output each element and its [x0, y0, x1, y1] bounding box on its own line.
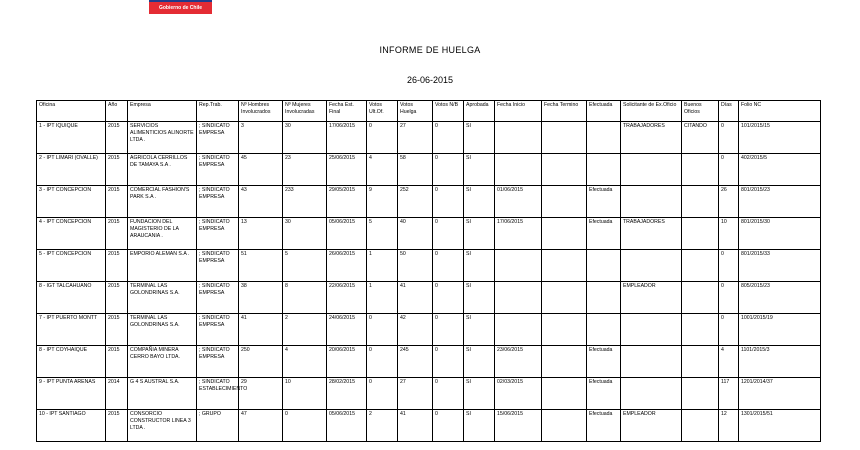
- table-row: [37, 282, 821, 314]
- table-cell: 805/2015/23: [739, 282, 821, 314]
- table-cell: [495, 154, 542, 186]
- table-cell: TERMINAL LAS GOLONDRINAS S.A.: [128, 282, 197, 314]
- table-cell: [542, 218, 587, 250]
- table-cell: 5 - IPT CONCEPCION: [37, 250, 106, 282]
- table-cell: SI: [464, 282, 495, 314]
- table-cell: 26: [719, 186, 739, 218]
- table-cell: 4 - IPT CONCEPCION: [37, 218, 106, 250]
- table-cell: ; SINDICATO EMPRESA: [197, 250, 239, 282]
- table-cell: 15/06/2015: [495, 410, 542, 442]
- table-cell: 3 - IPT CONCEPCION: [37, 186, 106, 218]
- table-cell: 2015: [106, 218, 128, 250]
- table-cell: 8: [283, 282, 327, 314]
- table-cell: ; SINDICATO ESTABLECIMIENTO: [197, 378, 239, 410]
- table-cell: [542, 346, 587, 378]
- table-cell: 4: [283, 346, 327, 378]
- table-cell: 1: [367, 250, 398, 282]
- table-cell: CONSORCIO CONSTRUCTOR LINEA 3 LTDA .: [128, 410, 197, 442]
- table-cell: 27: [398, 378, 433, 410]
- table-cell: 0: [433, 346, 464, 378]
- table-cell: 2: [367, 410, 398, 442]
- table-cell: 42: [398, 314, 433, 346]
- table-cell: 2015: [106, 250, 128, 282]
- report-date: 26-06-2015: [406, 75, 454, 85]
- table-cell: 58: [398, 154, 433, 186]
- table-cell: 2015: [106, 186, 128, 218]
- table-cell: 26/06/2015: [327, 250, 367, 282]
- column-header: Solicitante de Ex.Oficio: [621, 101, 682, 122]
- table-cell: [542, 122, 587, 154]
- table-cell: 8 - IGT TALCAHUANO: [37, 282, 106, 314]
- table-cell: ; SINDICATO EMPRESA: [197, 282, 239, 314]
- table-cell: SI: [464, 410, 495, 442]
- table-cell: [542, 154, 587, 186]
- table-cell: 0: [367, 346, 398, 378]
- table-cell: [495, 122, 542, 154]
- table-cell: [682, 378, 719, 410]
- column-header: Votos N/B: [433, 101, 464, 122]
- table-cell: 250: [239, 346, 283, 378]
- table-cell: 7 - IPT PUERTO MONTT: [37, 314, 106, 346]
- table-cell: 41: [398, 410, 433, 442]
- column-header: Fecha Inicio: [495, 101, 542, 122]
- table-cell: COMERCIAL FASHION'S PARK S.A .: [128, 186, 197, 218]
- table-cell: 9: [367, 186, 398, 218]
- table-cell: 29: [239, 378, 283, 410]
- table-cell: [682, 154, 719, 186]
- column-header: Fecha Est. Final: [327, 101, 367, 122]
- table-cell: ; SINDICATO EMPRESA: [197, 122, 239, 154]
- table-cell: [542, 186, 587, 218]
- table-cell: 0: [433, 378, 464, 410]
- table-cell: [542, 282, 587, 314]
- table-cell: 0: [433, 122, 464, 154]
- table-cell: SERVICIOS ALIMENTICIOS ALINORTE LTDA .: [128, 122, 197, 154]
- table-cell: 0: [367, 122, 398, 154]
- table-cell: 02/03/2015: [495, 378, 542, 410]
- table-cell: [682, 218, 719, 250]
- table-cell: 101/2015/15: [739, 122, 821, 154]
- table-cell: 0: [367, 314, 398, 346]
- table-cell: 0: [433, 314, 464, 346]
- table-cell: 0: [719, 122, 739, 154]
- table-cell: SI: [464, 250, 495, 282]
- logo-text: Gobierno de Chile: [158, 5, 203, 11]
- gobierno-logo: [149, 0, 212, 14]
- table-cell: SI: [464, 314, 495, 346]
- table-cell: 43: [239, 186, 283, 218]
- table-cell: Efectuada: [587, 378, 621, 410]
- table-cell: [621, 314, 682, 346]
- table-cell: 2015: [106, 154, 128, 186]
- column-header: Nº Mujeres Involucradas: [283, 101, 327, 122]
- table-cell: G 4 S AUSTRAL S.A.: [128, 378, 197, 410]
- table-cell: ; SINDICATO EMPRESA: [197, 218, 239, 250]
- table-cell: EMPLEADOR: [621, 282, 682, 314]
- table-cell: 0: [433, 410, 464, 442]
- table-row: [37, 250, 821, 282]
- column-header: Empresa: [128, 101, 197, 122]
- table-cell: AGRICOLA CERRILLOS DE TAMAYA S.A .: [128, 154, 197, 186]
- table-cell: [587, 250, 621, 282]
- table-cell: [542, 410, 587, 442]
- table-cell: ; SINDICATO EMPRESA: [197, 154, 239, 186]
- table-cell: ; GRUPO: [197, 410, 239, 442]
- table-cell: 0: [433, 282, 464, 314]
- table-cell: [621, 346, 682, 378]
- table-cell: 41: [398, 282, 433, 314]
- table-cell: 45: [239, 154, 283, 186]
- table-cell: 22/06/2015: [327, 282, 367, 314]
- table-row: [37, 218, 821, 250]
- table-cell: 0: [367, 378, 398, 410]
- column-header: Rep.Trab.: [197, 101, 239, 122]
- table-cell: 402/2015/5: [739, 154, 821, 186]
- table-cell: 0: [719, 314, 739, 346]
- table-cell: 245: [398, 346, 433, 378]
- table-cell: 233: [283, 186, 327, 218]
- table-cell: [542, 378, 587, 410]
- table-cell: 1: [367, 282, 398, 314]
- table-cell: 1101/2015/3: [739, 346, 821, 378]
- table-cell: 0: [719, 154, 739, 186]
- table-cell: 05/06/2015: [327, 218, 367, 250]
- table-cell: ; SINDICATO EMPRESA: [197, 314, 239, 346]
- table-row: [37, 122, 821, 154]
- strike-report-table: [36, 100, 821, 442]
- table-cell: [682, 250, 719, 282]
- table-cell: 8 - IPT COYHAIQUE: [37, 346, 106, 378]
- table-cell: [542, 250, 587, 282]
- table-cell: 2015: [106, 346, 128, 378]
- table-cell: Efectuada: [587, 186, 621, 218]
- table-cell: 801/2015/33: [739, 250, 821, 282]
- table-cell: [495, 250, 542, 282]
- table-cell: 01/06/2015: [495, 186, 542, 218]
- table-cell: 13: [239, 218, 283, 250]
- table-cell: 2015: [106, 314, 128, 346]
- table-cell: ; SINDICATO EMPRESA: [197, 346, 239, 378]
- table-cell: 0: [283, 410, 327, 442]
- table-cell: [682, 282, 719, 314]
- table-cell: 2015: [106, 282, 128, 314]
- table-cell: 10: [719, 218, 739, 250]
- column-header: Días: [719, 101, 739, 122]
- table-cell: Efectuada: [587, 346, 621, 378]
- table-cell: TRABAJADORES: [621, 218, 682, 250]
- table-row: [37, 378, 821, 410]
- table-cell: 2014: [106, 378, 128, 410]
- column-header: Aprobada: [464, 101, 495, 122]
- table-cell: SI: [464, 218, 495, 250]
- table-cell: 2: [283, 314, 327, 346]
- table-cell: 0: [433, 218, 464, 250]
- table-cell: SI: [464, 186, 495, 218]
- table-cell: 1201/2014/37: [739, 378, 821, 410]
- table-cell: [682, 346, 719, 378]
- table-cell: 17/06/2015: [495, 218, 542, 250]
- table-cell: 25/06/2015: [327, 154, 367, 186]
- table-cell: [621, 378, 682, 410]
- table-cell: 50: [398, 250, 433, 282]
- table-row: [37, 154, 821, 186]
- table-cell: [587, 314, 621, 346]
- column-header: Buenos Oficios: [682, 101, 719, 122]
- column-header: Año: [106, 101, 128, 122]
- table-cell: 0: [719, 282, 739, 314]
- table-cell: 29/05/2015: [327, 186, 367, 218]
- table-cell: 28/02/2015: [327, 378, 367, 410]
- table-row: [37, 186, 821, 218]
- table-cell: SI: [464, 154, 495, 186]
- table-cell: [621, 250, 682, 282]
- table-cell: 0: [433, 250, 464, 282]
- table-cell: 24/06/2015: [327, 314, 367, 346]
- table-cell: 2015: [106, 122, 128, 154]
- table-cell: 9 - IPT PUNTA ARENAS: [37, 378, 106, 410]
- column-header: Fecha Termino: [542, 101, 587, 122]
- table-cell: 0: [433, 154, 464, 186]
- table-cell: 47: [239, 410, 283, 442]
- table-cell: ; SINDICATO EMPRESA: [197, 186, 239, 218]
- column-header: Votos Huelga: [398, 101, 433, 122]
- column-header: Folio NC: [739, 101, 821, 122]
- table-cell: COMPAÑIA MINERA CERRO BAYO LTDA.: [128, 346, 197, 378]
- table-cell: 117: [719, 378, 739, 410]
- table-cell: EMPLEADOR: [621, 410, 682, 442]
- table-cell: 05/06/2015: [327, 410, 367, 442]
- table-cell: 27: [398, 122, 433, 154]
- table-cell: FUNDACION DEL MAGISTERIO DE LA ARAUCANIA .: [128, 218, 197, 250]
- table-cell: [587, 154, 621, 186]
- table-cell: 4: [719, 346, 739, 378]
- table-cell: 1301/2015/51: [739, 410, 821, 442]
- table-row: [37, 410, 821, 442]
- table-cell: 17/06/2015: [327, 122, 367, 154]
- table-cell: CITANDO: [682, 122, 719, 154]
- table-cell: [542, 314, 587, 346]
- report-title: INFORME DE HUELGA: [379, 45, 481, 55]
- table-cell: 2015: [106, 410, 128, 442]
- table-cell: 4: [367, 154, 398, 186]
- table-cell: 0: [719, 250, 739, 282]
- table-cell: 41: [239, 314, 283, 346]
- table-cell: 10 - IPT SANTIAGO: [37, 410, 106, 442]
- table-cell: Efectuada: [587, 410, 621, 442]
- column-header: Efectuada: [587, 101, 621, 122]
- table-cell: 2 - IPT LIMARI (OVALLE): [37, 154, 106, 186]
- table-cell: 1 - IPT IQUIQUE: [37, 122, 106, 154]
- table-cell: 30: [283, 122, 327, 154]
- table-cell: [587, 122, 621, 154]
- table-cell: [682, 186, 719, 218]
- table-cell: [495, 314, 542, 346]
- table-cell: [587, 282, 621, 314]
- table-cell: 51: [239, 250, 283, 282]
- table-cell: 0: [433, 186, 464, 218]
- column-header: Nº Hombres Involucrados: [239, 101, 283, 122]
- table-cell: 23/06/2015: [495, 346, 542, 378]
- table-cell: TRABAJADORES: [621, 122, 682, 154]
- table-cell: 1001/2015/19: [739, 314, 821, 346]
- table-cell: SI: [464, 378, 495, 410]
- table-cell: 12: [719, 410, 739, 442]
- table-cell: 38: [239, 282, 283, 314]
- table-cell: 3: [239, 122, 283, 154]
- table-cell: [682, 314, 719, 346]
- table-cell: [621, 154, 682, 186]
- table-cell: 20/06/2015: [327, 346, 367, 378]
- table-cell: 10: [283, 378, 327, 410]
- table-cell: 40: [398, 218, 433, 250]
- table-cell: 252: [398, 186, 433, 218]
- table-cell: Efectuada: [587, 218, 621, 250]
- table-cell: [495, 282, 542, 314]
- table-cell: EMPORIO ALEMAN S.A .: [128, 250, 197, 282]
- table-header-row: [37, 101, 821, 122]
- column-header: Votos Ult.Of.: [367, 101, 398, 122]
- table-row: [37, 314, 821, 346]
- table-cell: TERMINAL LAS GOLONDRINAS S.A.: [128, 314, 197, 346]
- table-cell: [621, 186, 682, 218]
- table-cell: 5: [367, 218, 398, 250]
- table-cell: SI: [464, 122, 495, 154]
- table-cell: 5: [283, 250, 327, 282]
- table-cell: SI: [464, 346, 495, 378]
- table-row: [37, 346, 821, 378]
- table-cell: [682, 410, 719, 442]
- table-cell: 23: [283, 154, 327, 186]
- table-cell: 801/2015/23: [739, 186, 821, 218]
- table-cell: 30: [283, 218, 327, 250]
- column-header: Oficina: [37, 101, 106, 122]
- table-cell: 801/2015/30: [739, 218, 821, 250]
